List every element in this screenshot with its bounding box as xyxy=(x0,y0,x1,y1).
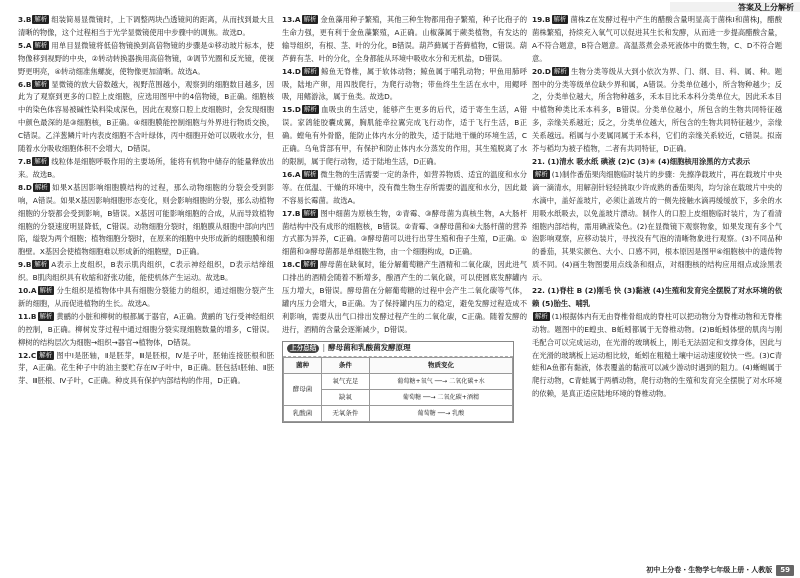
analysis-tag: 解析 xyxy=(553,66,567,75)
table-header: 条件 xyxy=(321,357,369,373)
condition-cell: 缺氧 xyxy=(321,389,369,405)
analysis-tag: 解析 xyxy=(303,208,317,217)
question-number: 16.A xyxy=(282,169,301,179)
question-number: 17.B xyxy=(282,208,301,218)
summary-separator: | xyxy=(322,343,326,353)
answer-text: 用单目显微镜将低倍物镜换到高倍物镜的步骤是①移动玻片标本，使物像移到视野的中央，②转动转换器换用高倍物镜，③调节光圈和反光镜，使视野更明亮，④转动细准焦螺旋，使物像更加清晰。故选A。 xyxy=(18,40,274,76)
question-number: 5.A xyxy=(18,40,32,50)
question-number: 6.B xyxy=(18,79,32,89)
answer-text: 菌株Z在发酵过程中产生的醋酸含量明显高于菌株I和菌株J，醋酸菌株繁殖，持续充入氧气可以促进其生长和发酵，从而进一步提高醋酸含量，A不符合题意，B符合题意。高温蒸煮会杀死液体中的微生物，C、D不符合题意。 xyxy=(532,15,782,63)
summary-box xyxy=(282,341,514,423)
answer-text: A表示上皮组织，B表示肌肉组织，C表示神经组织，D表示结缔组织。B肌肉组织具有收缩和舒张功能，能使机体产生运动。故选B。 xyxy=(18,260,274,283)
answer-text: 分生组织是植物体中具有细胞分裂能力的组织，通过细胞分裂产生新的细胞，从而促进植物的生长。故选A。 xyxy=(18,286,274,308)
question-number: 12.C xyxy=(18,350,37,360)
answer-text: 血吸虫的生活史，能够产生更多的后代，适于寄生生活，A错误。家鸽能胶囊成翼，胸肌能牵拉翼完成飞行动作，适于飞行生活，B正确。螳龟有外骨骼，能防止体内水分的散失，适于陆地干燥的环境生活，C正确。乌龟背部有甲，有保护和防止体内水分蒸发的作用，其生殖脱离了水的限制，属于爬行动物，适于陆地生活，D正确。 xyxy=(282,105,527,166)
answer-key: (1)脊柱 B (2)刚毛 快 (3)黏液 (4)生殖和发育完全摆脱了对水环境的依赖 (5)胎生、哺乳 xyxy=(532,286,782,308)
reaction-cell: 葡萄糖 ──→ 乳酸 xyxy=(369,405,512,421)
header-title: 答案及上分解析 xyxy=(738,3,794,12)
question-number: 22. xyxy=(532,286,545,296)
header-bar xyxy=(0,0,800,14)
answer-text: 金鱼藻用种子繁殖，其他三种生物都用孢子繁殖，种子比孢子的生命力强，更有利于金鱼藻繁殖，A正确。山椒藻属于蕨类植物，有发达的输导组织，有根、茎、叶的分化，B错误。葫芦藓属于苔藓植物，C错误。葫芦藓有茎、叶的分化，全身都能从环境中吸收水分和无机盐，D错误。 xyxy=(282,15,527,63)
question-answer xyxy=(282,259,527,336)
question-number: 13.A xyxy=(282,15,301,24)
question-number: 15.D xyxy=(282,105,301,115)
answer-text: (1)制作番茄果肉细胞临时装片的步骤：先擦净载玻片，再在载玻片中央滴一滴清水，用解剖针轻轻挑取少许成熟的番茄果肉，均匀涂在载玻片中央的水滴中，盖好盖玻片，必须让盖玻片的一侧先接触水滴再缓缓放下，多余的水用吸水纸吸去，以免盖玻片漂动。制作人的口腔上皮细胞临时装片，为了看清细胞内部结构，需用碘液染色。(2)在显微镜下观察物象，如果发现有多个气泡影响观察，应移动装片，寻找没有气泡的清晰物象进行观察。(3)不同品种的番茄，其果实颜色、大小、口感不同，根本原因是图甲④细胞核中的遗传物质不同。(4)画生物图要用点线条和细点，对细胞核的结构应用细点或涂黑表示。 xyxy=(532,169,782,283)
question-answer xyxy=(18,14,274,40)
answer-text: 图中细菌为原核生物，②青霉、③酵母菌为真核生物，A大肠杆菌结构中没有成形的细胞核，B错误。②青霉、③酵母菌和④大肠杆菌的营养方式都为异养，C正确。③酵母菌可以进行出芽生殖和孢子生殖，D正确。①细菌和③酵母菌都是单细胞生物，由一个细胞构成，D正确。 xyxy=(282,208,527,257)
question-answer xyxy=(18,156,274,182)
analysis-tag: 解析 xyxy=(303,15,317,23)
answer-text: 生物分类等级从大到小依次为界、门、纲、目、科、属、种。题图中的分类等级单位缺少界和属，A错误。分类单位越小，所含物种越少；反之，分类单位越大，所含物种越多，禾本目比禾本科分类单位大，因此禾本目中植物种类比禾本科多，B错误。分类单位越小，所包含的生物共同特征越多，亲缘关系越近；反之，分类单位越大，所包含的生物共同特征越少，亲缘关系越远。稻属与小麦属同属于禾本科，它们的亲缘关系较近，C错误。拟南芥与稻均为被子植物，二者有共同特征，D正确。 xyxy=(532,66,782,154)
fermentation-table xyxy=(283,357,513,422)
question-number: 8.D xyxy=(18,182,32,192)
question-answer xyxy=(282,169,527,208)
table-header: 物质变化 xyxy=(369,357,512,373)
table-row xyxy=(284,405,513,421)
question-answer xyxy=(18,182,274,259)
question-number: 7.B xyxy=(18,156,32,166)
analysis-tag: 解析 xyxy=(34,156,48,165)
question-answer xyxy=(282,66,527,105)
analysis-tag: 解析 xyxy=(34,260,48,269)
question-answer xyxy=(18,350,274,389)
summary-badge: 上分总结 xyxy=(287,344,319,353)
organism-cell: 乳酸菌 xyxy=(284,405,322,421)
question-answer xyxy=(532,14,782,66)
question-answer xyxy=(18,79,274,156)
question-number: 14.D xyxy=(282,66,301,76)
column-right xyxy=(532,14,782,562)
analysis-tag: 解析 xyxy=(34,182,48,191)
analysis-tag: 解析 xyxy=(303,169,317,178)
question-number: 20.D xyxy=(532,66,551,76)
book-title: 初中上分卷・生物学七年级上册・人教版 xyxy=(646,566,773,574)
answer-text: 显微镜的放大倍数越大，视野范围越小，观察到的细胞数目越多，因此为了观察到更多的口腔上皮细胞，应选用图甲中的4倍物镜，B正确。细胞核中的染色体容易被碱性染料染成深色，因此在观察口腔上皮细胞时，会发现细胞中颜色最深的是③细胞核，B正确。④细胞膜能控制细胞与外界进行物质交换，C错误。乙洋葱鳞片叶内表皮细胞不含叶绿体，丙中细胞开始可以吸收水分，但随着水分吸收细胞体积不会增大，D错误。 xyxy=(18,79,274,154)
answer-text: 黄鹂的小脏和柳树的根都属于器官，A正确。黄鹂的飞行受神经组织的控制，B正确。柳树发芽过程中通过细胞分裂实现细胞数量的增多，C错误。柳树的结构层次为细胞→组织→器官→植物体，D错误。 xyxy=(18,311,274,347)
summary-title-bar xyxy=(283,342,513,357)
analysis-tag: 解析 xyxy=(39,350,53,359)
question-answer-key xyxy=(532,156,782,169)
answer-text: 鲸鱼无脊椎，属于软体动物；鲸鱼属于哺乳动物；甲鱼用肺呼吸，陆地产卵，用四肢爬行，为爬行动物；带鱼终生生活在水中，用鳃呼吸，用鳍游泳，属于鱼类。故选D。 xyxy=(282,66,527,102)
answer-text: 酵母菌在缺氧时，能分解葡萄糖产生酒精和二氧化碳，因此进气口排出的酒精会随着不断增多，酿酒产生的二氧化碳，可以使圆底发酵罐内压力增大，B错误。酵母菌在分解葡萄糖的过程中会产生二氧化碳等气体，罐内压力会增大，B正确。为了保持罐内压力的稳定，避免发酵过程造成不利影响，需要从出气口排出发酵过程产生的二氧化碳，C正确。随着发酵的进行，酒精的含量会逐渐减少，D错误。 xyxy=(282,260,527,334)
reaction-cell: 葡萄糖+氧气 ──→ 二氧化碳+水 xyxy=(369,373,512,389)
answer-text: 如果X基因影响细胞膜结构的过程，那么动物细胞的分裂会受到影响，A错误。如果X基因影响细胞形态变化，则会影响细胞的分裂，那么动植物细胞的分裂都会受到影响，B错误。X基因可能影响细胞的合成，从而导致植物细胞的分裂速度明显降低，C错误。动物细胞分裂时，细胞膜从细胞中部向内凹陷，缢裂为两个细胞；植物细胞分裂时，在原来的细胞中央形成新的细胞膜和细胞壁。X基因会使植物细胞难以形成新的细胞壁，D正确。 xyxy=(18,182,274,257)
answer-text: 组装简易显微镜时，上下调整两块凸透镜间的距离，从而找到最大且清晰的物像，这个过程相当于光学显微镜使用中步骤中的调焦。故选D。 xyxy=(18,15,274,37)
column-middle xyxy=(282,14,527,562)
analysis-tag: 解析 xyxy=(303,66,317,75)
table-row xyxy=(284,373,513,389)
question-number: 10.A xyxy=(18,286,37,296)
question-answer-key xyxy=(532,285,782,311)
analysis-paragraph xyxy=(532,311,782,401)
table-header: 菌种 xyxy=(284,357,322,373)
question-answer xyxy=(282,104,527,169)
condition-cell: 氧气充足 xyxy=(321,373,369,389)
table-header-row xyxy=(284,357,513,373)
summary-title: 酵母菌和乳酸菌发酵原理 xyxy=(328,343,411,353)
reaction-cell: 葡萄糖 ──→ 二氧化碳+酒精 xyxy=(369,389,512,405)
analysis-tag: 解析 xyxy=(34,40,48,49)
question-answer xyxy=(18,285,274,311)
analysis-tag: 解析 xyxy=(39,311,53,320)
question-number: 18.C xyxy=(282,260,301,270)
question-answer xyxy=(18,40,274,79)
column-left xyxy=(18,14,274,562)
question-answer xyxy=(532,66,782,156)
question-answer xyxy=(282,208,527,260)
analysis-tag: 解析 xyxy=(34,15,48,23)
answer-text: 微生物的生活需要一定的条件，如营养物质、适宜的温度和水分等。在低温、干燥的环境中，没有微生物生存所需要的温度和水分，因此最不容易长霉菌。故选A。 xyxy=(282,169,527,205)
analysis-tag: 解析 xyxy=(303,105,317,114)
question-number: 9.B xyxy=(18,260,32,270)
analysis-tag: 解析 xyxy=(535,311,548,320)
question-answer xyxy=(18,259,274,285)
analysis-tag: 解析 xyxy=(535,169,548,178)
analysis-tag: 解析 xyxy=(303,260,317,269)
question-answer xyxy=(18,311,274,350)
page-number: 59 xyxy=(776,565,794,576)
question-number: 19.B xyxy=(532,15,551,24)
answer-text: 图中Ⅰ是胚轴，Ⅱ是胚芽，Ⅲ是胚根，Ⅳ是子叶，胚轴连接胚根和胚芽，A正确。花生种子中的油主要贮存在Ⅳ子叶中，B正确。胚包括Ⅰ胚轴、Ⅱ胚芽、Ⅲ胚根、Ⅳ子叶，C正确。种皮具有保护内部结构的作用，D正确。 xyxy=(18,350,274,386)
footer xyxy=(646,564,794,576)
question-number: 3.B xyxy=(18,15,32,24)
question-number: 11.B xyxy=(18,311,37,321)
answer-key: (1)清水 吸水纸 碘液 (2)C (3)④ (4)细胞核用涂黑的方式表示 xyxy=(547,156,751,166)
answer-text: (1)根据体内有无由脊椎骨组成的脊柱可以把动物分为脊椎动物和无脊椎动物。题图中的E蝗虫、B蚯蚓都属于无脊椎动物。(2)B蚯蚓体壁的肌肉与刚毛配合可以完成运动，在光滑的玻璃板上，刚毛无法固定和支撑身体，因此与在光滑的玻璃板上运动相比较，蚯蚓在粗糙土壤中运动速度较快一些。(3)C青蛙和A鱼都有黏液，体表覆盖的黏液可以减少游动时遇到的阻力。(4)蜥蜴属于爬行动物，C青蛙属于两栖动物，爬行动物的生殖和发育完全摆脱了对水环境的依赖，是真正适应陆地环境的脊椎动物。 xyxy=(532,311,782,399)
analysis-tag: 解析 xyxy=(39,286,53,295)
answer-text: 线粒体是细胞呼吸作用的主要场所，能将有机物中储存的能量释放出来。故选B。 xyxy=(18,156,274,179)
organism-cell: 酵母菌 xyxy=(284,373,322,405)
question-number: 21. xyxy=(532,156,545,166)
analysis-tag: 解析 xyxy=(34,79,48,88)
analysis-paragraph xyxy=(532,169,782,285)
condition-cell: 无氧条件 xyxy=(321,405,369,421)
question-answer xyxy=(282,14,527,66)
analysis-tag: 解析 xyxy=(553,15,567,23)
